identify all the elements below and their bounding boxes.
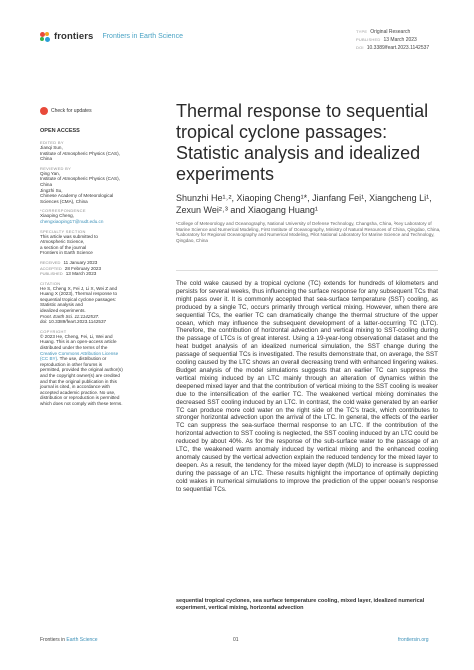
received-value: 11 January 2023 [63,259,98,265]
author-list: Shunzhi He¹˒², Xiaoping Cheng¹*, Jianfang Fei¹, Xiangcheng Li¹, Zexun Wei²˒³ and Xiaogang Huang¹ [176,193,432,215]
abstract: The cold wake caused by a tropical cyclone (TC) extends for hundreds of kilometers and persists for several weeks, thus influencing the surface response for any subsequent TCs that might pass over it. It is commonly accepted that sea-surface temperature (SST) cooling, as produced by a single TC, occurs primarily through vertical mixing. However, when there are sequential TCs, the earlier TC can dramatically change the thermal structure of the upper ocean, which may influence the subsequent development of a latter-occurring TC (LTC). Therefore, the contribution of horizontal advection and vertical mixing to SST-cooling during the passage of LTCs is of great interest. Using a 19-year-long observational dataset and the heat budget analysis of an idealized numerical simulation, the SST change during the passage of sequential TCs is investigated. The results demonstrate that, on average, the SST cooling caused by the LTC shows an overall decreasing trend with enhanced lingering wakes. Budget analysis of the model simulations suggests that an earlier TC can suppress the vertical mixing induced by an LTC mainly through an alteration of dynamics within the deepened mixed layer and that the contribution of vertical mixing to the SST cooling is weaker due to the intensification of the earlier TC. The weakened vertical mixing dominates the decreased SST cooling induced by an LTC. In contrast, the cold wake generated by an earlier TC can produce more cold water on the right side of the TC's track, which contributes to stronger horizontal advection upon the arrival of the LTC. In general, the effects of the earlier TC can suppress the sea-surface thermal response to an LTC. If the contribution of the horizontal advection to SST cooling is neglected, the SST cooling induced by an LTC could be reduced by about 40%. As for the response of the sub-surface water to the passage of an LTC, the weakened warm anomaly induced by vertical mixing and the enhanced cooling anomaly caused by the vertical advection explain the reduced tendency for the mixed layer to deepen. As a result, the tendency for the mixed layer depth (MLD) to increase is suppressed during the passage of an LTC. These results highlight the importance of optimally depicting cold wakes in numerical simulations to improve the prediction of the upper ocean's response to sequential TCs. [176,280,438,493]
doi-value[interactable]: 10.3389/feart.2023.1142537 [366,45,430,51]
journal-label[interactable]: Frontiers in Earth Science [102,33,183,40]
type-value: Original Research [370,29,411,35]
editor: Jianqi Sun, Institute of Atmospheric Physics (CAS), China [40,145,120,162]
received-key: RECEIVED [40,259,61,265]
footer-site-link[interactable]: frontiersin.org [398,637,429,643]
check-updates-icon [40,107,48,115]
type-key: TYPE [356,29,368,34]
frontiers-logo[interactable] [40,31,183,42]
copyright-pre: © 2023 He, Cheng, Fei, Li, Wei and Huang. This is an open-access article distributed under the terms of the [40,333,117,351]
brand-name: frontiers [54,31,94,42]
correspondence-label: *CORRESPONDENCE [40,208,86,214]
footer-prefix: Frontiers in [40,637,66,643]
citation-journal: Front. Earth Sci. 11:1142537. [40,313,100,319]
citation-label: CITATION [40,280,61,286]
published-key-left: PUBLISHED [40,271,63,277]
check-updates-label: Check for updates [51,108,92,114]
open-access-label: OPEN ACCESS [40,128,80,134]
affiliations: ¹College of Meteorology and Oceanography, National University of Defense Technology, Changsha, China, ²Key Laboratory of Marine Science and Numerical Modeling, First Institute of Oceanography, Ministry of Natural Resources of China, Qingdao, China, ³Laboratory for Regional Oceanography and Numerical Modeling, Pilot National Laboratory for Marine Science and Technology, Qingdao, China [176,221,441,243]
article-title: Thermal response to sequential tropical cyclone passages: Statistic analysis and idealized experiments [176,101,429,184]
dates [40,260,132,277]
specialty-label: SPECIALTY SECTION [40,228,86,234]
divider [176,270,438,271]
specialty-text: This article was submitted to Atmospheric Science, a section of the journal Frontiers in Earth Science [40,233,98,256]
edited-by-label: EDITED BY [40,140,64,145]
correspondence-name: Xiaoping Cheng, [40,213,74,219]
published-value-left: 13 March 2023 [65,271,97,277]
accepted-value: 28 February 2023 [64,265,102,271]
citation-doi[interactable]: doi: 10.3389/feart.2023.1142537 [40,319,107,325]
reviewers: Qing Yan, Institute of Atmospheric Physics (CAS), China Jingzhi Su, Chinese Academy of Meteorological Sciences (CMA), China [40,170,120,204]
copyright-post: . The use, distribution or reproduction in other forums is permitted, provided the original author(s) and the copyright owner(s) are credited and that the original publication in this journal is cited, in accordance with accepted academic practice. No use, distribution or reproduction is permitted which does not comply with these terms. [40,356,123,406]
copyright-label: COPYRIGHT [40,328,67,334]
published-value: 13 March 2023 [383,37,417,43]
citation-text: He S, Cheng X, Fei J, Li X, Wei Z and Huang X (2023), Thermal response to sequential tropical cyclone passages: Statistic analysis and idealized experiments. [40,285,118,314]
keywords: sequential tropical cyclones, sea surface temperature cooling, mixed layer, idealized numerical experiment, vertical mixing, horizontal advection [176,598,425,611]
article-meta [356,28,429,52]
sidebar [40,128,132,407]
cc-license-link[interactable]: Creative Commons Attribution License (CC BY) [40,350,119,362]
check-updates-button[interactable] [40,107,92,115]
accepted-key: ACCEPTED [40,265,62,271]
page-number: 01 [233,637,239,643]
footer-journal[interactable] [40,637,98,643]
reviewed-by-label: REVIEWED BY [40,165,72,171]
copyright-text [40,334,132,407]
frontiers-logo-icon [40,32,50,42]
footer-journal-name: Earth Science [66,637,98,643]
correspondence-email[interactable]: chengxiaoping17@nudt.edu.cn [40,218,104,224]
doi-key: DOI [356,45,364,50]
published-key: PUBLISHED [356,37,381,42]
